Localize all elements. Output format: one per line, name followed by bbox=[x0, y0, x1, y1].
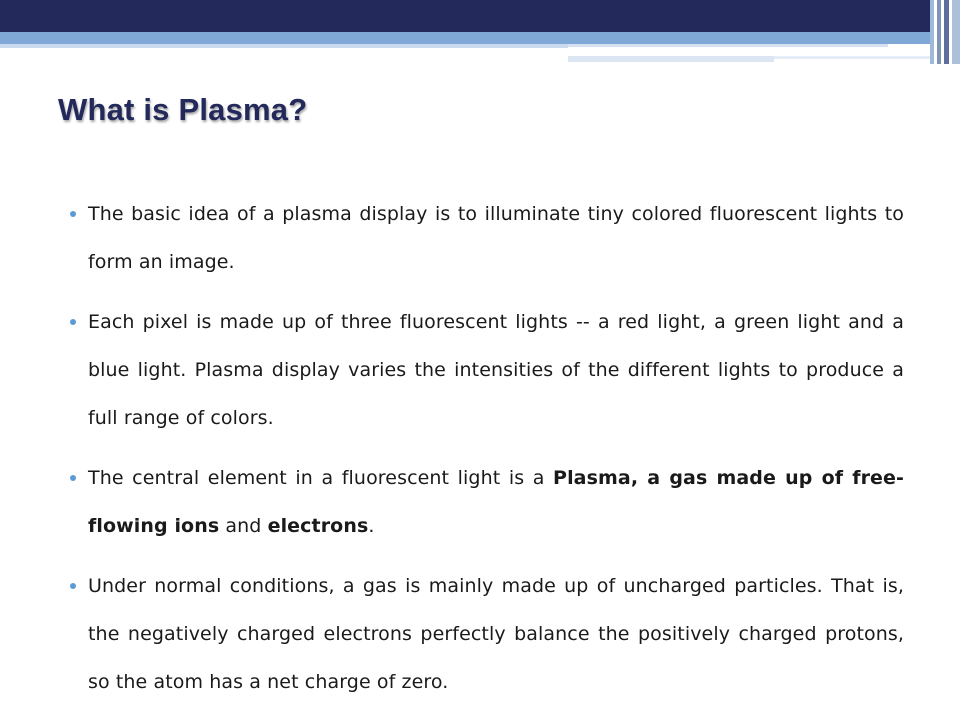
bullet-text-segment: Each pixel is made up of three fluorescent lights -- a red light, a green light and a blue light. Plasma display varies the intensities of the different lights to produce a full range of colors. bbox=[88, 311, 904, 429]
header-stripe-thin bbox=[774, 56, 944, 59]
bullet-dot-icon bbox=[70, 211, 76, 217]
header-right-bars bbox=[930, 0, 960, 64]
bullet-dot-icon bbox=[70, 475, 76, 481]
bullet-dot-icon bbox=[70, 319, 76, 325]
bullet-text-bold: electrons bbox=[267, 515, 369, 537]
bullet-item bbox=[70, 562, 904, 706]
bullet-text bbox=[88, 203, 904, 273]
bullet-text-bold: Plasma, a gas made up of free-flowing ions bbox=[88, 467, 905, 537]
bullet-text-segment: The central element in a fluorescent light is a bbox=[88, 467, 554, 489]
bullet-text-segment: The basic idea of a plasma display is to illuminate tiny colored fluorescent lights to form an image. bbox=[88, 203, 904, 273]
header-stripe bbox=[0, 32, 930, 44]
header-right-bar bbox=[952, 0, 960, 64]
header-stripe-pale bbox=[0, 44, 568, 48]
bullet-dot-icon bbox=[70, 583, 76, 589]
bullet-text-segment: . bbox=[368, 515, 375, 537]
bullet-text bbox=[88, 575, 904, 693]
bullet-text bbox=[88, 467, 904, 537]
slide-title: What is Plasma? bbox=[58, 92, 308, 127]
header-band bbox=[0, 0, 960, 32]
bullet-text bbox=[88, 311, 904, 429]
bullet-text-segment: and bbox=[219, 515, 268, 537]
bullet-item bbox=[70, 190, 904, 286]
header-stripe-thin bbox=[568, 44, 888, 47]
bullet-list bbox=[70, 190, 904, 718]
bullet-item bbox=[70, 454, 904, 550]
bullet-text-segment: Under normal conditions, a gas is mainly made up of uncharged particles. That is, the negatively charged electrons perfectly balance the positively charged protons, so the atom has a net charge of zero. bbox=[88, 575, 904, 693]
bullet-item bbox=[70, 298, 904, 442]
header-stripe-thin bbox=[568, 56, 774, 62]
